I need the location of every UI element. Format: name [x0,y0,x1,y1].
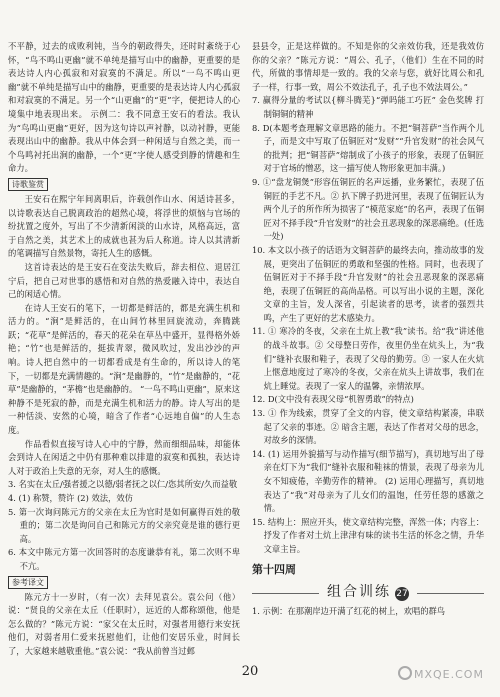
watermark-text: MXQE.COM [414,668,484,681]
answer-5: 5. 第一次询问陈元方的父亲在太丘为官时是如何赢得百姓的敬重的；第二次是询问自己和陈元方的父亲究竟是谁的德行更高。 [8,506,240,544]
answer-9: 9. ①“盘龙铜煲”形容伍铜匠的名声远播，业务繁忙，表现了伍铜匠的手艺不凡。② 扒下牌子扔进河里，表现了伍铜匠认为两个儿子的所作所为损害了“模范家庭”的名声，表现了伍铜匠对不择手段“升官发财”的社会丑恶现象的深恶痛绝。(任选一处) [252,176,484,242]
left-column [8,40,240,659]
answer-6: 6. 本文中陈元方第一次回答时的态度谦恭有礼，第二次则不卑不亢。 [8,547,240,571]
group-number-badge: 27 [396,589,408,600]
group-training-title [327,586,409,601]
answer-10: 10. 本文以小孩子的话语为文铜菩萨的最终去向，推动故事的发展，更突出了伍铜匠的勇敢和坚强的性格。同时，也表现了伍铜匠对于不择手段“升官发财”的社会丑恶现象的深恶痛绝，表现了伍铜匠的高尚品格。可以写出小说的主题，深化文章的主旨，发人深省，引起读者的思考，读者的强烈共鸣，产生了更好的艺术感染力。 [252,244,484,323]
answer-14: 14. (1) 运用外貌描写与动作描写(细节描写)，真切地写出了母亲在灯下为“我们”缝补衣服和鞋袜的情景，表现了母亲为儿女不知疲倦，辛勤劳作的精神。 (2) 运用心理描写，真切地表达了“我”对母亲为了儿女们的温饱，任劳任怨的感激之情。 [252,448,484,514]
answer-7: 7. 赢得分量的考试以{柳斗腾芜}“弹吗能工巧匠” 金色奖牌 打制铜铜的精神 [252,95,484,119]
exercise-1-line: 1. 示例：在那潮岸边开满了红花的树上，欢唱的群鸟 [252,606,446,617]
answer-4: 4. (1) 称赞，赞许 (2) 效法，效仿 [8,493,133,503]
answer-8: 8. D(本题考查理解文章思路的能力。不把“铜菩萨”当作两个儿子，而是文中写取了伍铜匠对“发财”“升官发财”的社会风气的批判；把“铜菩萨”熔制成了小孩子的形象，表现了伍铜匠对于官场的憎恶，这一描写使人物形象更加丰满。) [252,122,484,174]
answer-3: 3. 名实在太丘/强者援之以德/弱者抚之以仁/恣其所安/久而益敬 [8,479,238,490]
poem-appreciation-label: 诗歌鉴赏 [8,178,48,191]
left-intro-paragraph: 不平静，过去的成败利钝，当今的朝政得失，还时时紊绕于心怀，“鸟不鸣山更幽”就不单纯是描写山中的幽静，更重要的是表达诗人内心孤寂和对寂寞的不满足。所以“一鸟不鸣山更幽”就不单纯是描写山中的幽静，更重要的是表达诗人内心孤寂和对寂寞的不满足。另一个“山更幽”的“更”字，便把诗人的心境集中地表现出来。 示例二：我不同意王安石的看法。我认为“鸟鸣山更幽”更好，因为这句诗以声衬静，以动衬静，更能表现出山中的幽静。我从中体会到一种闲适与自然之美，而一个鸟鸣衬托出涧的幽静，一个“更”字使人感受到静的情趣和生命力。 [8,41,240,174]
translation-label: 参考译文 [8,576,48,589]
translation-continued: 县县令，正是这样做的。不知是你的父亲效仿我，还是我效仿你的父亲？”陈元方说：“周公、孔子，（他们）生在不同的时代，所做的事情却是一致的。我的父亲与您，就好比周公和孔子一样，行事一致，周公不效法孔子，孔子也不效法周公。” [252,41,484,92]
poem-paragraph-2: 这首诗表达的是王安石在变法失败后，辞去相位、退居江宁后，把自己对世事的感悟和对自然的热爱融入诗中，表达自己的闲适心情。 [8,261,240,300]
poem-paragraph-4: 作品看似直接写诗人心中的宁静，然而细细品味，却能体会到诗人在闲适之中仍有那种难以排遣的寂寞和孤独，表达诗人对于政治上失意的无奈，对人生的感慨。 [8,438,240,476]
page-number: 20 [241,664,259,679]
answer-12: 12. D(文中没有表现父母“机智勇敢”的特点) [252,394,414,405]
week-title: 第十四周 [252,562,296,576]
answer-13: 13. ① 作为线索，贯穿了全文的内容，使文章结构紧凑，串联起了父亲的事迹。② 暗含主题，表达了作者对父母的思念，对故乡的深情。 [252,408,484,446]
header-rule-left [252,593,319,594]
group-training-text: 组合训练 [327,584,391,601]
translation-paragraph: 陈元方十一岁时，（有一次）去拜见袁公。袁公问（他）说：“贤良的父亲在太丘（任职时），远近的人都称颂他，他是怎么做的？”陈元方说：“家父在太丘时，对强者用德行来安抚他们，对弱者用仁爱来抚慰他们，让他们安居乐业，时间长了，大家越来越敬重他。”袁公说：“我从前曾当过邺 [8,591,240,656]
poem-paragraph-3: 在诗人王安石的笔下，一切都是鲜活的，都是充满生机和活力的。“涧”是鲜活的，在山间竹林里回旋流动，奔腾跳跃；“花草”是鲜活的，春天的花朵在草丛中盛开，显得格外娇艳；“竹”也是鲜活的，挺拔青翠，微风吹过，发出沙沙的声响。诗人把自然中的一切都看成是有生命的，所以诗人的笔下，一切都是充满情趣的。“涧”是幽静的，“竹”是幽静的，“花草”是幽静的，“茅檐”也是幽静的。 “一鸟不鸣山更幽”，原来这种静不是死寂的静，而是充满生机和活力的静。诗人写出的是一种恬淡、安然的心境，暗含了作者“心远地自偏”的人生态度。 [8,302,240,436]
answer-15: 15. 结构上：照应开头，使文章结构完整，浑然一体；内容上：抒发了作者对土炕上津津有味的读书生活的怀念之情，升华文章主旨。 [252,516,484,554]
watermark-logo-icon [398,666,412,680]
right-column [252,40,484,619]
group-training-header [252,586,484,601]
site-watermark [398,666,484,681]
header-rule-right [417,593,484,594]
poem-paragraph-1: 王安石在熙宁年间离职后，许载创作山水、闲适诗甚多，以诗歌表达自己脱离政治的超然心境，将浮世的烦恼与官场的纷扰置之度外，写出了不少清新闲淡的山水诗，风格高远，富于自然之美，其艺术上的成就也甚为后人称道。诗人以其清新的笔调描写自然景物，寄托人生的感慨。 [8,193,240,259]
answer-11: 11. ① 寒冷的冬夜，父亲在土炕上教“我”读书。给“我”讲述他的战斗故事。② 父母整日劳作，夜里仍坐在炕头上，为“我们”缝补衣服和鞋子，表现了父母的勤劳。③ 一家人在火炕上惬意地度过了寒冷的冬夜，父亲在炕头上讲故事，我们在炕上睡觉。表现了一家人的温馨，亲情浓厚。 [252,326,484,391]
